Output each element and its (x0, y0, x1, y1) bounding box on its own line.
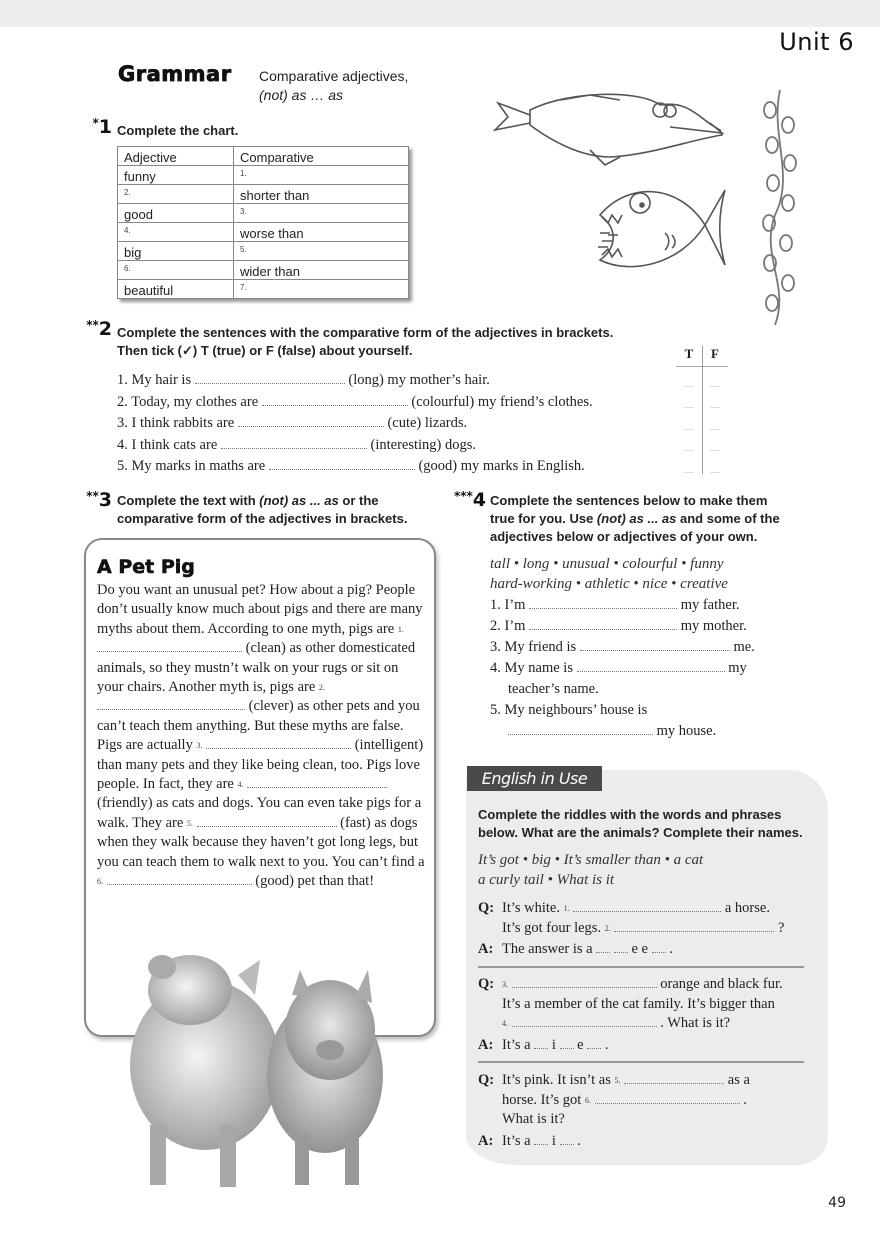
sentence-end: (good) my marks in English. (418, 458, 585, 474)
answer-blank[interactable] (221, 436, 367, 449)
blank-number: 2. (318, 683, 325, 693)
sentence-start: 4. My name is (490, 660, 573, 676)
ex4-sentence (490, 616, 755, 637)
sentence-end: (cute) lizards. (387, 415, 468, 431)
riddle-divider (478, 966, 804, 968)
blank-number: 3. (196, 741, 203, 751)
a-label: A: (478, 941, 494, 957)
page-number: 49 (828, 1195, 846, 1211)
blank-number: 4. (124, 226, 131, 235)
sentence-start: 1. My hair is (117, 372, 192, 388)
riddle-3 (478, 1071, 750, 1151)
false-tick[interactable]: ..... (710, 444, 720, 453)
blank-number: 5. (186, 818, 193, 828)
answer-blank[interactable] (614, 919, 774, 932)
pig-left (130, 955, 280, 1187)
sentence-start: 3. My friend is (490, 639, 577, 655)
comparative-cell[interactable] (234, 242, 409, 261)
blank-number: 7. (240, 283, 247, 292)
eiu-instruction-line1: Complete the riddles with the words and phrases (478, 807, 782, 822)
text-segment: (friendly) as cats and dogs. You can even take pigs for a walk. They are (97, 795, 422, 831)
ex3-num: 3 (98, 489, 112, 511)
sentence-start: 5. My marks in maths are (117, 458, 266, 474)
true-tick[interactable]: ..... (684, 401, 694, 410)
answer-blank[interactable] (269, 457, 415, 470)
riddle-question-line: What is it? (502, 1111, 565, 1127)
chart-row (118, 223, 409, 242)
ex4-number (438, 489, 486, 511)
ex4-sentence-cont: teacher’s name. (508, 681, 599, 697)
ex2-instruction-line2: Then tick (✓) T (true) or F (false) about yourself. (117, 343, 413, 358)
adjectives-line1: tall • long • unusual • colourful • funny (490, 556, 724, 572)
comparative-cell[interactable] (234, 280, 409, 299)
true-tick[interactable]: ..... (684, 379, 694, 389)
tf-divider (702, 346, 703, 474)
ex3-number (70, 489, 112, 511)
riddle-question-line (478, 899, 784, 919)
ex2-sentences (117, 370, 593, 478)
riddle-question-line (478, 919, 784, 939)
answer-blank[interactable] (624, 1071, 724, 1084)
adjective-cell[interactable] (118, 223, 234, 242)
sentence-end: (long) my mother’s hair. (348, 372, 490, 388)
text-segment: (good) pet than that! (255, 873, 375, 890)
riddle-question-line (478, 1071, 750, 1091)
ex4-adjective-list (490, 555, 728, 594)
answer-blank[interactable] (529, 596, 677, 609)
letter-blank[interactable] (560, 1038, 574, 1049)
letter-blank[interactable] (560, 1134, 574, 1145)
adjective-cell[interactable] (118, 185, 234, 204)
chart-row (118, 261, 409, 280)
instruction-italic: (not) as ... as (259, 493, 339, 508)
two-pigs-photo (120, 935, 390, 1195)
ex2-num: 2 (98, 318, 112, 340)
ex4-sentence-cont (490, 721, 755, 742)
riddle-answer-line: A: It’s a i . (478, 1132, 750, 1152)
instruction-italic: (not) as ... as (596, 511, 677, 526)
ex3-stars: ** (86, 489, 99, 503)
a-label: A: (478, 1132, 494, 1149)
blank-number: 1. (240, 169, 247, 178)
answer-blank[interactable] (577, 659, 725, 672)
words-line1: It’s got • big • It’s smaller than • a cat (478, 852, 704, 868)
answer-blank[interactable] (580, 638, 730, 651)
adjective-cell (118, 242, 234, 261)
riddle-divider (478, 1061, 804, 1063)
eiu-instruction (478, 806, 818, 842)
eiu-instruction-line2: below. What are the animals? Complete their names. (478, 825, 803, 840)
riddle-question-line (478, 1091, 750, 1111)
adjective-cell (118, 166, 234, 185)
ex3-instruction-line1 (117, 492, 407, 510)
seaweed-drawing (763, 90, 796, 325)
riddle-2 (478, 975, 783, 1055)
top-bar (0, 0, 880, 27)
chart-header-comparative: Comparative (234, 147, 409, 166)
answer-letter: i (551, 1036, 556, 1053)
chart-header-adjective: Adjective (118, 147, 234, 166)
blank-number: 6. (584, 1095, 591, 1105)
ex3-instruction-line2: comparative form of the adjectives in brackets. (117, 511, 408, 526)
false-tick[interactable]: ..... (710, 465, 720, 475)
ex1-number (78, 116, 112, 138)
sentence-end: my house. (656, 723, 717, 739)
subtitle-line2 (259, 86, 408, 105)
ex4-sentence (490, 658, 755, 679)
comparative-chart (117, 146, 409, 299)
blank-number: 1. (397, 624, 404, 634)
ex4-stars: *** (453, 489, 473, 503)
comparative-cell (234, 223, 409, 242)
answer-blank[interactable] (247, 776, 387, 788)
instruction-text: true for you. Use (490, 511, 597, 526)
ex4-instruction-line2 (490, 510, 780, 528)
words-line2: a curly tail • What is it (478, 871, 615, 888)
answer-blank[interactable] (512, 1014, 657, 1027)
sentence-start: 1. I’m (490, 597, 526, 613)
instruction-text: Complete the text with (117, 493, 260, 508)
ex2-sentence (117, 370, 593, 392)
riddle-answer-line: A: The answer is a e e . (478, 940, 784, 960)
fish-illustrations (490, 85, 820, 330)
riddle-question-line: It’s a member of the cat family. It’s bigger than (502, 995, 775, 1012)
answer-blank[interactable] (206, 737, 351, 749)
answer-blank[interactable] (512, 975, 657, 988)
q-label: Q: (478, 976, 495, 992)
text-segment: (clever) as other pets and you can’t teach them anything. But these myths are false. Pigs are actually (97, 698, 420, 754)
ex2-sentence (117, 413, 593, 435)
blank-number: 6. (124, 264, 131, 273)
riddle-text: . (743, 1091, 747, 1108)
pet-pig-text (97, 581, 427, 892)
comparative-cell (234, 261, 409, 280)
instruction-text: and some of the (676, 511, 780, 526)
sentence-start: 2. Today, my clothes are (117, 393, 259, 410)
riddle-text: a horse. (724, 900, 770, 916)
chart-header-row (118, 147, 409, 166)
answer-blank[interactable] (197, 815, 337, 827)
comparative-cell[interactable] (234, 204, 409, 223)
swordfish-drawing (495, 94, 722, 165)
chart-row (118, 166, 409, 185)
answer-blank[interactable] (573, 899, 721, 912)
blank-number: 4. (237, 780, 244, 790)
answer-letter: i (551, 1132, 556, 1149)
blank-number: 3. (240, 207, 247, 216)
riddle-text: orange and black fur. (660, 976, 783, 992)
ex4-sentence: 5. My neighbours’ house is (490, 702, 648, 718)
sentence-end: (colourful) my friend’s clothes. (411, 393, 593, 410)
unit-label: Unit 6 (779, 28, 854, 56)
pig-right (267, 970, 383, 1185)
letter-blank[interactable] (614, 942, 628, 953)
sentence-start: 2. I’m (490, 618, 526, 634)
sentence-start: 4. I think cats are (117, 436, 218, 453)
chart-row (118, 204, 409, 223)
adjectives-line2: hard-working • athletic • nice • creative (490, 575, 728, 592)
ex4-sentences (490, 595, 755, 742)
riddle-question-line (478, 975, 783, 995)
answer-prefix: The answer is a (502, 941, 593, 957)
ex3-instruction (117, 492, 407, 528)
riddle-question-line (478, 1014, 783, 1034)
chart-row (118, 280, 409, 299)
answer-blank[interactable] (195, 371, 345, 384)
ex1-stars: * (92, 116, 99, 130)
a-label: A: (478, 1036, 494, 1053)
adjective-cell[interactable] (118, 261, 234, 280)
answer-blank[interactable] (529, 617, 677, 630)
subtitle-italic: (not) as … as (259, 87, 344, 103)
true-tick[interactable]: ..... (684, 465, 694, 475)
eiu-word-list (478, 851, 703, 890)
ex1-num: 1 (98, 116, 112, 138)
answer-prefix: It’s a (502, 1132, 531, 1149)
text-segment: (fast) as dogs when they walk because they haven’t got long legs, but you can teach them to walk next to you. You can’t find a (97, 814, 425, 870)
sentence-end: me. (733, 639, 755, 655)
sentence-end: (interesting) dogs. (370, 436, 477, 453)
riddle-text: It’s pink. It isn’t as (502, 1072, 611, 1088)
q-label: Q: (478, 900, 495, 916)
riddle-1 (478, 899, 784, 960)
section-subtitle (259, 67, 408, 105)
ex2-number (70, 318, 112, 340)
blank-number: 5. (614, 1076, 621, 1085)
text-segment: Do you want an unusual pet? How about a pig? People don’t usually know much about pigs and there are many myths about them. According to one myth, pigs are (97, 582, 423, 637)
blank-number: 2. (604, 923, 611, 933)
section-title: Grammar (118, 62, 232, 86)
blank-number: 6. (97, 877, 103, 887)
comparative-text: wider than (240, 264, 300, 279)
blank-number: 4. (502, 1019, 508, 1028)
sentence-end: my mother. (680, 618, 747, 634)
blank-number: 1. (563, 904, 570, 913)
english-in-use-label: English in Use (467, 766, 602, 791)
answer-blank[interactable] (595, 1091, 740, 1104)
answer-blank[interactable] (238, 414, 384, 427)
true-false-columns (676, 346, 728, 475)
comparative-text: shorter than (240, 188, 310, 203)
comparative-cell[interactable] (234, 166, 409, 185)
adjective-text: beautiful (124, 283, 174, 298)
blank-number: 5. (240, 245, 247, 254)
instruction-text: or the (338, 493, 379, 508)
letter-blank[interactable] (652, 942, 666, 953)
letter-blank[interactable] (534, 1038, 548, 1049)
ex4-sentence (490, 595, 755, 616)
letter-blank[interactable] (596, 942, 610, 953)
chart-row (118, 185, 409, 204)
riddle-text: . What is it? (660, 1015, 731, 1031)
ex2-instruction (117, 324, 613, 360)
piranha-drawing (598, 190, 725, 267)
adjective-cell (118, 280, 234, 299)
false-tick[interactable]: ..... (710, 379, 720, 389)
subtitle-line1: Comparative adjectives, (259, 68, 409, 84)
riddle-text: It’s got four legs. (502, 919, 602, 936)
ex4-num: 4 (472, 489, 486, 511)
comparative-cell (234, 185, 409, 204)
riddle-text: as a (727, 1072, 750, 1088)
sentence-start: 3. I think rabbits are (117, 415, 235, 431)
riddle-text: ? (777, 919, 785, 936)
ex4-sentence (490, 637, 755, 658)
pet-pig-title: A Pet Pig (97, 556, 195, 578)
ex2-sentence (117, 392, 593, 414)
riddle-text: It’s white. (502, 900, 560, 916)
answer-blank[interactable] (97, 698, 245, 710)
adjective-cell (118, 204, 234, 223)
chart-row (118, 242, 409, 261)
true-tick[interactable]: ..... (684, 444, 694, 453)
ex2-instruction-line1: Complete the sentences with the comparative form of the adjectives in brackets. (117, 325, 614, 340)
adjective-text: good (124, 207, 153, 222)
ex4-instruction (490, 492, 780, 546)
sentence-end: my father. (680, 597, 740, 613)
true-header: T (684, 346, 694, 361)
blank-number: 3. (502, 980, 508, 989)
ex4-instruction-line1: Complete the sentences below to make them (490, 493, 768, 508)
text-segment: (clean) as other domesticated animals, so they mustn’t walk on your rugs or sit on your chairs. Another myth is, pigs are (97, 640, 416, 696)
answer-prefix: It’s a (502, 1036, 531, 1053)
letter-blank[interactable] (587, 1038, 601, 1049)
answer-blank[interactable] (97, 640, 242, 652)
sentence-end: my (728, 660, 747, 676)
text-segment: (intelligent) than many pets and they like being clean, too. Pigs love people. In fact, they are (97, 737, 424, 793)
blank-number: 2. (124, 188, 131, 197)
riddle-text: horse. It’s got (502, 1091, 582, 1108)
false-tick[interactable]: ..... (710, 401, 720, 410)
riddle-answer-line: A: It’s a i e . (478, 1036, 783, 1056)
q-label: Q: (478, 1072, 495, 1088)
answer-blank[interactable] (107, 873, 252, 885)
ex2-sentence (117, 435, 593, 457)
ex2-stars: ** (86, 318, 99, 332)
false-header: F (711, 346, 719, 361)
letter-blank[interactable] (534, 1134, 548, 1145)
answer-blank[interactable] (262, 393, 408, 406)
adjective-text: funny (124, 169, 156, 184)
false-tick[interactable]: ..... (710, 422, 720, 432)
adjective-text: big (124, 245, 142, 260)
answer-letters: e e (631, 941, 648, 957)
ex4-instruction-line3: adjectives below or adjectives of your own. (490, 529, 758, 544)
true-tick[interactable]: ..... (684, 422, 694, 432)
comparative-text: worse than (240, 226, 304, 241)
ex2-sentence (117, 456, 593, 478)
answer-blank[interactable] (508, 722, 653, 735)
ex1-instruction: Complete the chart. (117, 123, 239, 138)
answer-letter: e (577, 1036, 584, 1053)
